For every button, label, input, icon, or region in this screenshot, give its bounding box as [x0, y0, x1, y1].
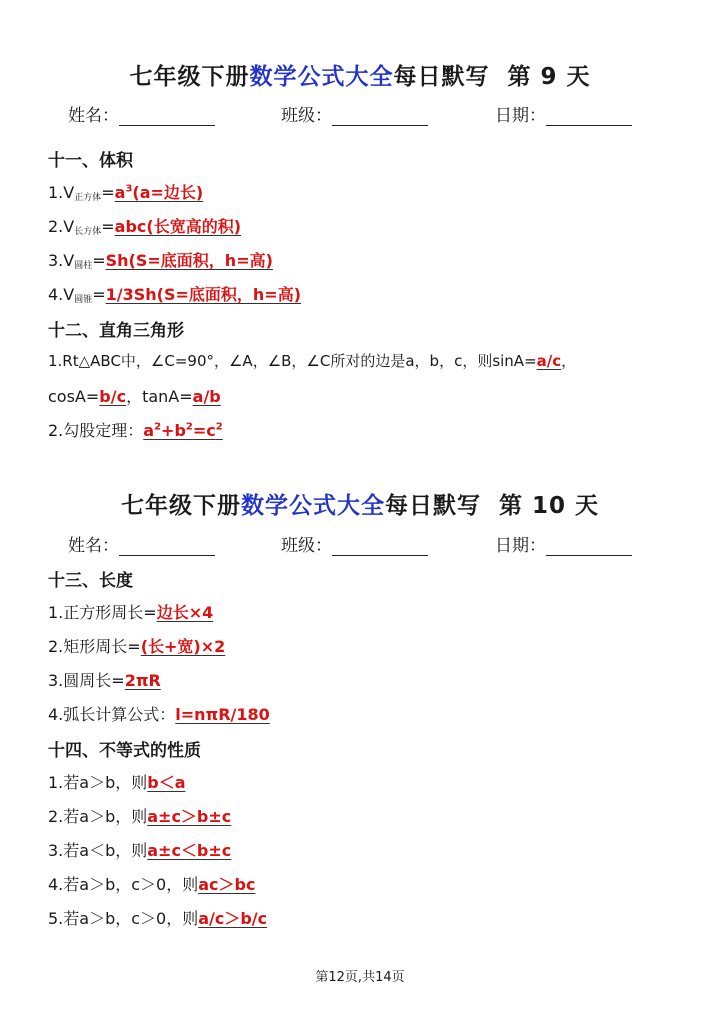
inequality-item-3: [48, 838, 231, 861]
t2-answer-cos: b/c: [99, 387, 127, 406]
volume-item-2: [48, 214, 241, 237]
v2-label: 2.V: [48, 217, 75, 236]
day9-date-field: [495, 101, 632, 126]
v1-subscript: 正方体: [74, 193, 102, 203]
section-inequality-heading: 十四、不等式的性质: [48, 741, 201, 761]
i1-answer: b＜a: [147, 773, 186, 792]
v3-answer: Sh(S=底面积，h=高): [105, 251, 273, 270]
t3-a: a: [143, 421, 155, 440]
v1-answer: [115, 183, 204, 202]
day10-title-prefix: 七年级下册: [120, 493, 241, 519]
t3-b: +b: [161, 421, 186, 440]
day10-name-field: [68, 531, 215, 556]
t1-answer: a/c: [536, 352, 562, 370]
volume-item-3: [48, 248, 273, 271]
length-item-4: [48, 702, 270, 725]
inequality-item-2: [48, 804, 231, 827]
triangle-item-1-cont: [48, 384, 221, 407]
v2-subscript: 长方体: [74, 227, 102, 237]
day10-title-suffix: 每日默写: [384, 493, 481, 519]
section-right-triangle-heading: 十二、直角三角形: [48, 321, 184, 341]
v2-equals: =: [101, 217, 115, 236]
day10-title: [0, 487, 720, 520]
section-volume-heading: 十一、体积: [48, 151, 133, 171]
day9-name-label: 姓名：: [68, 106, 119, 126]
v2-answer: abc(长宽高的积): [114, 217, 242, 236]
i5-text: 5.若a＞b，c＞0，则: [48, 909, 199, 928]
t3-b-exp: 2: [185, 421, 193, 433]
v4-answer: 1/3Sh(S=底面积，h=高): [105, 285, 302, 304]
i4-text: 4.若a＞b，c＞0，则: [48, 875, 199, 894]
length-item-1: [48, 600, 213, 623]
i3-answer: a±c＜b±c: [147, 841, 232, 860]
i4-answer: ac＞bc: [198, 875, 256, 894]
triangle-item-1: [48, 350, 576, 371]
day10-title-highlight: 数学公式大全: [240, 493, 385, 519]
volume-item-4: [48, 282, 301, 305]
day9-title-highlight: 数学公式大全: [249, 64, 394, 90]
day10-name-label: 姓名：: [68, 536, 119, 556]
section-length-heading: 十三、长度: [48, 571, 133, 591]
inequality-item-5: [48, 906, 267, 929]
v4-subscript: 圆锥: [74, 295, 93, 305]
day9-name-blank[interactable]: [119, 107, 215, 126]
inequality-item-1: [48, 770, 186, 793]
t3-a-exp: 2: [154, 421, 162, 433]
v1-equals: =: [101, 183, 115, 202]
v3-label: 3.V: [48, 251, 75, 270]
day9-class-blank[interactable]: [332, 107, 428, 126]
day9-title-day: 第 9 天: [507, 64, 591, 90]
l1-answer: 边长×4: [156, 603, 214, 622]
length-item-3: [48, 668, 161, 691]
page-footer: 第12页,共14页: [315, 970, 405, 985]
v1-answer-base: a: [114, 183, 126, 202]
t3-text: 2.勾股定理：: [48, 421, 144, 440]
l1-text: 1.正方形周长=: [48, 603, 157, 622]
v3-equals: =: [92, 251, 106, 270]
inequality-item-4: [48, 872, 255, 895]
t1-text: 1.Rt△ABC中，∠C=90°，∠A，∠B，∠C所对的边是a，b，c，则sinA=: [48, 352, 537, 370]
day9-name-field: [68, 101, 215, 126]
day9-title-prefix: 七年级下册: [129, 64, 250, 90]
t1-end: ，: [561, 352, 577, 370]
l2-answer: (长+宽)×2: [140, 637, 226, 656]
length-item-2: [48, 634, 225, 657]
day9-class-field: [281, 101, 428, 126]
i3-text: 3.若a＜b，则: [48, 841, 148, 860]
day10-class-label: 班级：: [281, 536, 332, 556]
day10-class-field: [281, 531, 428, 556]
i2-text: 2.若a＞b，则: [48, 807, 148, 826]
l3-answer: 2πR: [124, 671, 161, 690]
i1-text: 1.若a＞b，则: [48, 773, 148, 792]
v4-equals: =: [92, 285, 106, 304]
t3-c-exp: 2: [215, 421, 223, 433]
v1-label: 1.V: [48, 183, 75, 202]
l4-answer: l=nπR/180: [175, 705, 270, 724]
day9-title: [0, 58, 720, 91]
l4-text: 4.弧长计算公式：: [48, 705, 176, 724]
i5-answer: a/c＞b/c: [198, 909, 268, 928]
t3-c: =c: [192, 421, 216, 440]
v4-label: 4.V: [48, 285, 75, 304]
day9-date-label: 日期：: [495, 106, 546, 126]
volume-item-1: [48, 180, 203, 203]
t2-text-cos: cosA=: [48, 387, 100, 406]
l3-text: 3.圆周长=: [48, 671, 125, 690]
day10-date-blank[interactable]: [546, 537, 632, 556]
t2-text-tan: ，tanA=: [126, 387, 193, 406]
day10-title-day: 第 10 天: [498, 493, 600, 519]
day9-class-label: 班级：: [281, 106, 332, 126]
v1-answer-exp: 3: [125, 183, 133, 195]
v3-subscript: 圆柱: [74, 261, 93, 271]
t3-answer: [143, 421, 222, 440]
day10-class-blank[interactable]: [332, 537, 428, 556]
t2-answer-tan: a/b: [192, 387, 221, 406]
v1-answer-note: (a=边长): [132, 183, 204, 202]
day9-date-blank[interactable]: [546, 107, 632, 126]
l2-text: 2.矩形周长=: [48, 637, 141, 656]
i2-answer: a±c＞b±c: [147, 807, 232, 826]
triangle-item-2: [48, 418, 223, 441]
day9-title-suffix: 每日默写: [393, 64, 490, 90]
day10-name-blank[interactable]: [119, 537, 215, 556]
day10-date-field: [495, 531, 632, 556]
day10-date-label: 日期：: [495, 536, 546, 556]
